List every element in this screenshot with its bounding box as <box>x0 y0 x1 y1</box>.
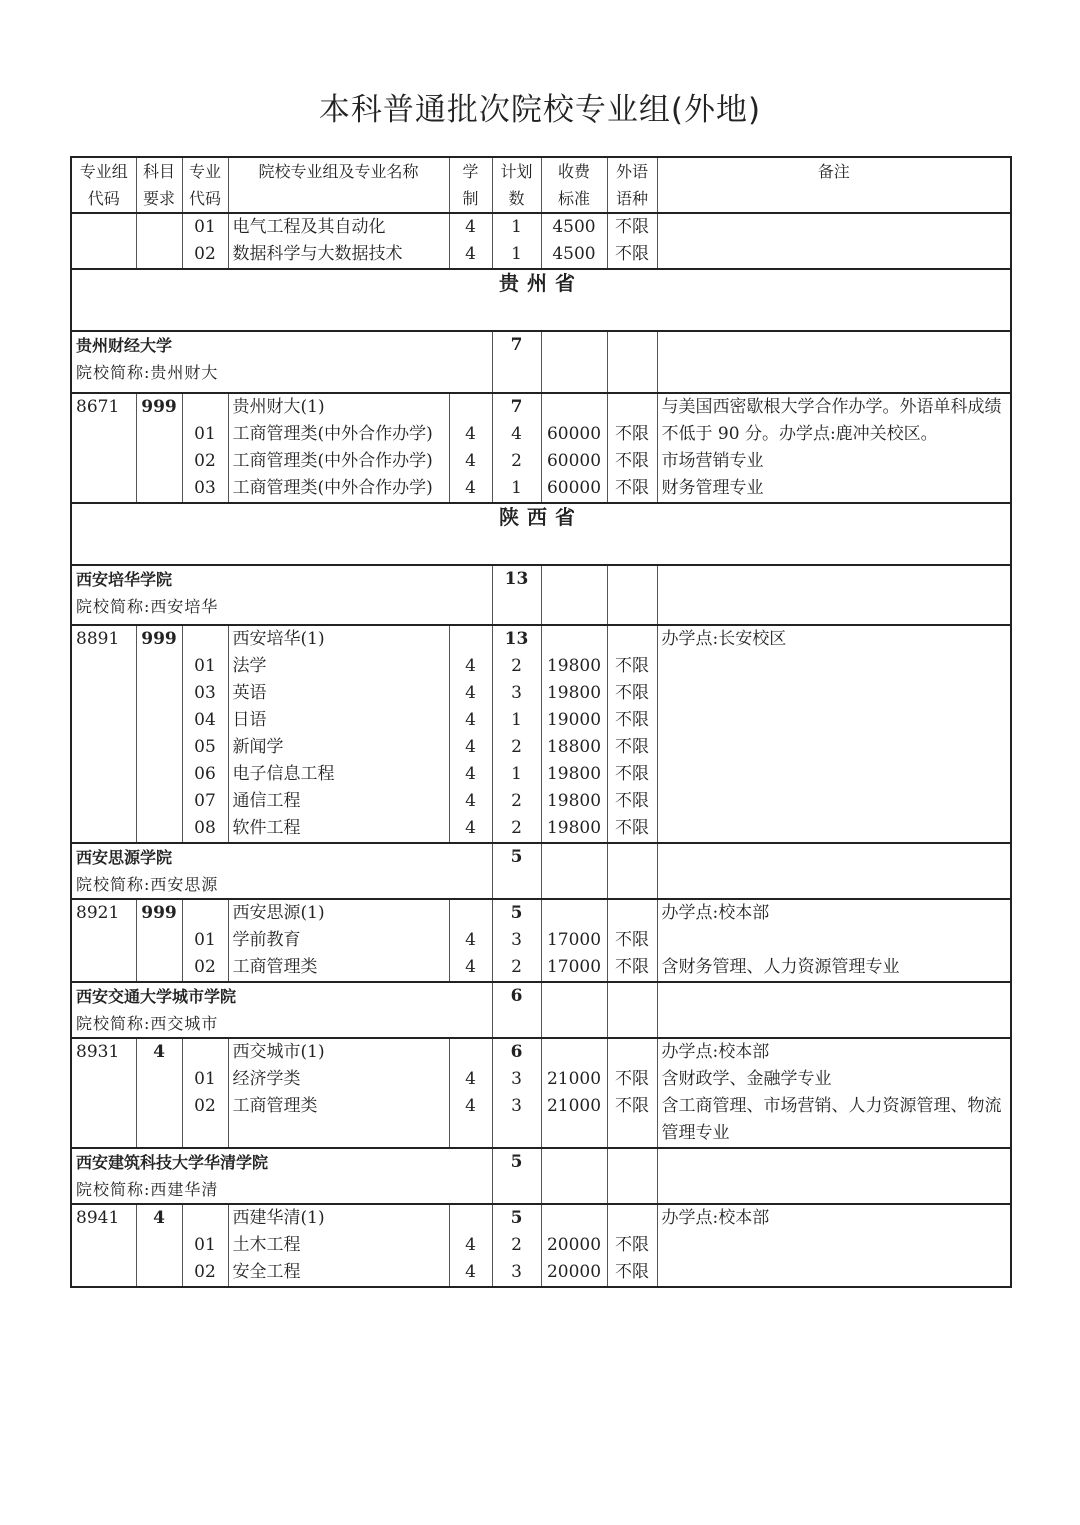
school-name: 西安思源学院 <box>76 848 173 867</box>
province-row <box>71 269 1011 331</box>
table-row: 03 英语 4 3 19800 不限 <box>71 680 1011 707</box>
header-remark: 备注 <box>657 157 1011 213</box>
group-row: 8671 999 贵州财大(1) 7 与美国西密歇根大学合作办学。外语单科成绩不低于 90 分。办学点:鹿冲关校区。 <box>71 393 1011 421</box>
admission-table <box>70 156 1012 1288</box>
province-row <box>71 503 1011 565</box>
group-row: 8941 4 西建华清(1) 5 办学点:校本部 <box>71 1204 1011 1232</box>
header-group-code: 专业组 代码 <box>71 157 136 213</box>
school-row: 西安建筑科技大学华清学院 院校简称:西建华清 5 <box>71 1148 1011 1204</box>
school-row: 西安培华学院 院校简称:西安培华 13 <box>71 565 1011 625</box>
school-abbr: 院校简称:西交城市 <box>76 1014 219 1033</box>
school-abbr: 院校简称:西建华清 <box>76 1180 219 1199</box>
table-row: 07 通信工程 4 2 19800 不限 <box>71 788 1011 815</box>
table-row: 01 土木工程 4 2 20000 不限 <box>71 1232 1011 1259</box>
province-guizhou: 贵州省 <box>71 269 1011 331</box>
school-row: 西安思源学院 院校简称:西安思源 5 <box>71 843 1011 899</box>
table-row: 06 电子信息工程 4 1 19800 不限 <box>71 761 1011 788</box>
table-row: 01 学前教育 4 3 17000 不限 <box>71 927 1011 954</box>
header-plan: 计划 数 <box>492 157 541 213</box>
table-row: 01 法学 4 2 19800 不限 <box>71 653 1011 680</box>
table-row: 02 工商管理类 4 2 17000 不限 含财务管理、人力资源管理专业 <box>71 954 1011 982</box>
page-title: 本科普通批次院校专业组(外地) <box>318 92 762 128</box>
school-row: 西安交通大学城市学院 院校简称:西交城市 6 <box>71 982 1011 1038</box>
header-subject-req: 科目 要求 <box>136 157 182 213</box>
school-name: 贵州财经大学 <box>76 336 173 355</box>
school-name: 西安建筑科技大学华清学院 <box>76 1153 269 1172</box>
province-shaanxi: 陕西省 <box>71 503 1011 565</box>
header-name: 院校专业组及专业名称 <box>228 157 449 213</box>
table-row: 02 工商管理类 4 3 21000 不限 含工商管理、市场营销、人力资源管理、物流管理专业 <box>71 1093 1011 1148</box>
table-row: 08 软件工程 4 2 19800 不限 <box>71 815 1011 843</box>
header-language: 外语 语种 <box>607 157 657 213</box>
school-name: 西安交通大学城市学院 <box>76 987 237 1006</box>
header-duration: 学 制 <box>449 157 492 213</box>
school-abbr: 院校简称:贵州财大 <box>76 363 219 382</box>
header-fee: 收费 标准 <box>541 157 607 213</box>
table-row: 01 电气工程及其自动化 4 1 4500 不限 <box>71 213 1011 241</box>
header-major-code: 专业 代码 <box>182 157 228 213</box>
table-row: 05 新闻学 4 2 18800 不限 <box>71 734 1011 761</box>
table-row: 02 工商管理类(中外合作办学) 4 2 60000 不限 市场营销专业 <box>71 448 1011 475</box>
school-row: 贵州财经大学 院校简称:贵州财大 7 <box>71 331 1011 393</box>
group-row: 8891 999 西安培华(1) 13 办学点:长安校区 <box>71 625 1011 653</box>
school-abbr: 院校简称:西安培华 <box>76 597 219 616</box>
table-header <box>71 157 1011 213</box>
group-row: 8931 4 西交城市(1) 6 办学点:校本部 <box>71 1038 1011 1066</box>
table-row: 02 安全工程 4 3 20000 不限 <box>71 1259 1011 1287</box>
table-row: 01 经济学类 4 3 21000 不限 含财政学、金融学专业 <box>71 1066 1011 1093</box>
table-row: 03 工商管理类(中外合作办学) 4 1 60000 不限 财务管理专业 <box>71 475 1011 503</box>
school-abbr: 院校简称:西安思源 <box>76 875 219 894</box>
group-row: 8921 999 西安思源(1) 5 办学点:校本部 <box>71 899 1011 927</box>
table-row: 01 工商管理类(中外合作办学) 4 4 60000 不限 <box>71 421 1011 448</box>
table-row: 02 数据科学与大数据技术 4 1 4500 不限 <box>71 241 1011 269</box>
table-row: 04 日语 4 1 19000 不限 <box>71 707 1011 734</box>
school-name: 西安培华学院 <box>76 570 173 589</box>
